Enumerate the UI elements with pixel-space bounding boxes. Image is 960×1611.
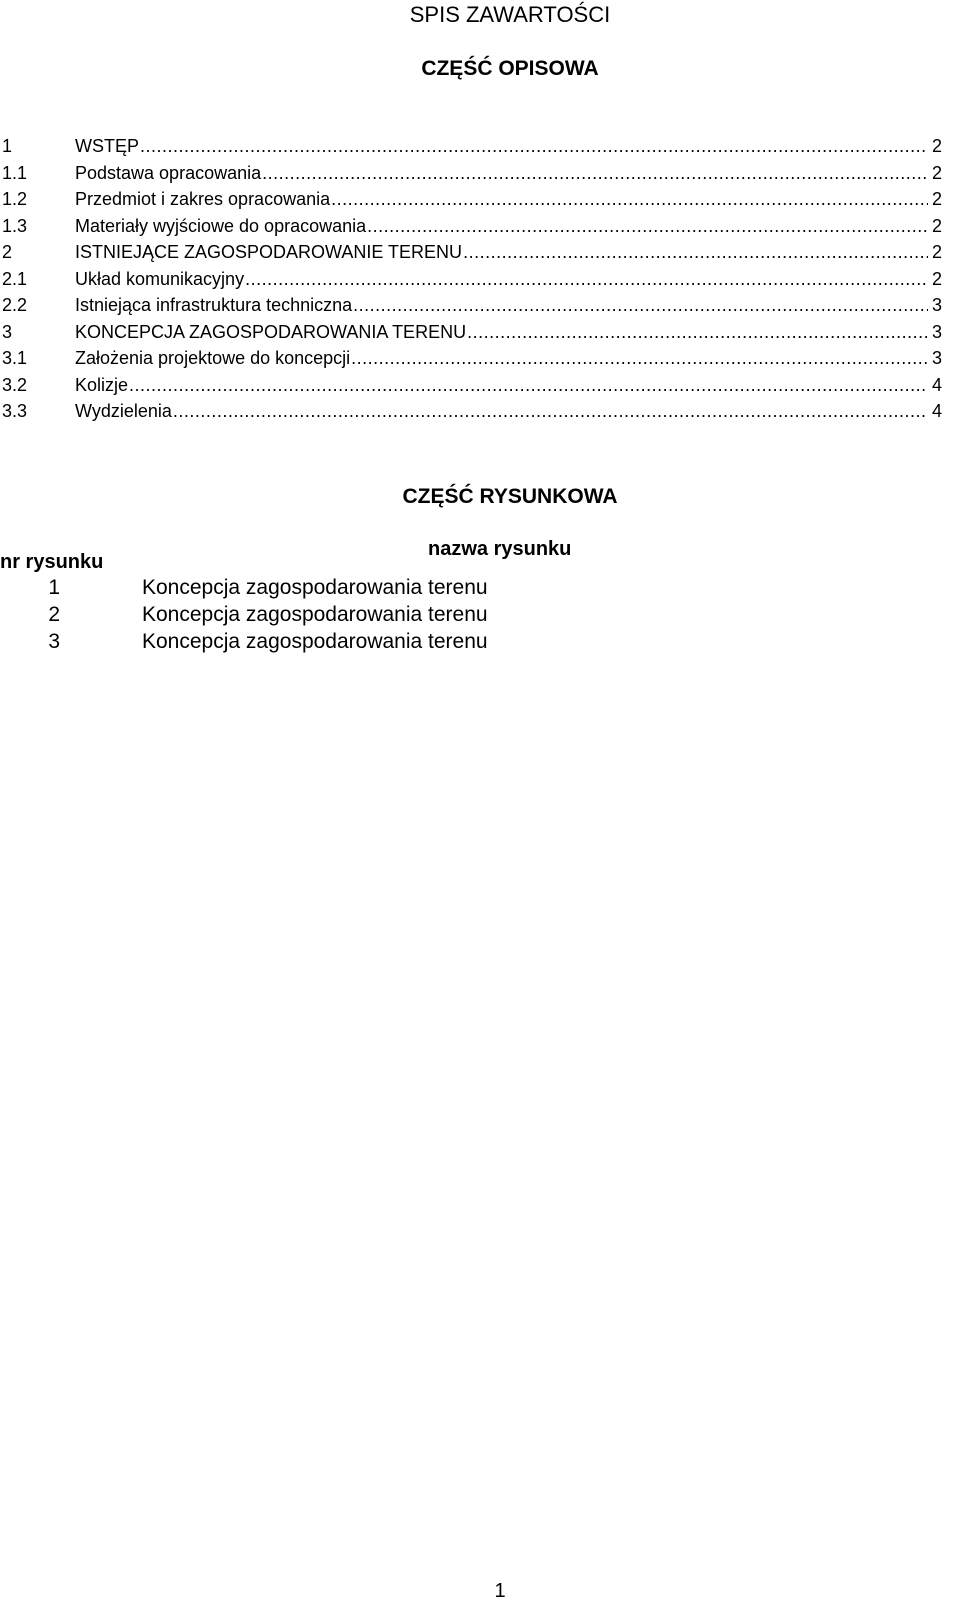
toc-entry[interactable]: [2, 398, 942, 425]
drawing-row: [0, 574, 700, 601]
toc-dot-leader: [331, 186, 928, 213]
toc-entry-page: 4: [931, 401, 942, 421]
toc-dot-leader: [262, 160, 928, 187]
drawing-name: Koncepcja zagospodarowania terenu: [142, 603, 488, 626]
toc-entry[interactable]: [2, 345, 942, 372]
drawing-name: Koncepcja zagospodarowania terenu: [142, 576, 488, 599]
toc-entry-number: 1.2: [2, 189, 28, 209]
toc-dot-leader: [129, 372, 928, 399]
toc-dot-leader: [467, 319, 928, 346]
toc-entry-title: KONCEPCJA ZAGOSPODAROWANIA TERENU: [75, 321, 467, 342]
toc-entry-number: 2: [2, 242, 13, 262]
toc-dot-leader: [353, 292, 928, 319]
descriptive-part-heading: CZĘŚĆ OPISOWA: [421, 57, 599, 80]
toc-entry-page: 2: [931, 242, 942, 262]
toc-entry-title: ISTNIEJĄCE ZAGOSPODAROWANIE TERENU: [75, 242, 463, 262]
toc-entry-page: 2: [931, 268, 942, 289]
toc-entry[interactable]: [2, 239, 942, 266]
toc-entry-title: WSTĘP: [75, 136, 140, 156]
toc-entry-title: Materiały wyjściowe do opracowania: [75, 215, 367, 236]
drawing-name: Koncepcja zagospodarowania terenu: [142, 630, 488, 653]
toc-entry[interactable]: [2, 133, 942, 160]
toc-entry[interactable]: [2, 319, 942, 346]
toc-entry[interactable]: [2, 186, 942, 213]
toc-entry-page: 2: [931, 162, 942, 183]
toc-entry-page: 3: [931, 348, 942, 368]
toc-dot-leader: [463, 239, 928, 266]
drawing-name-column-header: nazwa rysunku: [428, 538, 572, 560]
toc-entry[interactable]: [2, 213, 942, 240]
toc-entry-number: 3.3: [2, 401, 28, 421]
drawing-number-column-header: nr rysunku: [0, 551, 104, 573]
toc-entry-page: 2: [931, 215, 942, 236]
toc-entry-title: Kolizje: [75, 374, 129, 395]
toc-entry-page: 2: [931, 189, 942, 209]
toc-entry-title: Przedmiot i zakres opracowania: [75, 189, 331, 209]
toc-dot-leader: [140, 133, 928, 160]
toc-dot-leader: [173, 398, 928, 425]
page-number: 1: [494, 1580, 506, 1602]
toc-entry-title: Podstawa opracowania: [75, 162, 262, 183]
toc-entry[interactable]: [2, 372, 942, 399]
toc-entry[interactable]: [2, 266, 942, 293]
toc-entry-number: 1.3: [2, 215, 28, 236]
toc-entry-number: 3.1: [2, 348, 28, 368]
toc-entry-number: 1: [2, 136, 13, 156]
toc-entry-page: 3: [931, 321, 942, 342]
drawings-list: [0, 574, 700, 655]
drawings-part-heading: CZĘŚĆ RYSUNKOWA: [402, 485, 618, 508]
toc-entry-title: Wydzielenia: [75, 401, 172, 421]
toc-entry-number: 2.1: [2, 268, 28, 289]
toc-entry-number: 1.1: [2, 162, 28, 183]
toc-entry[interactable]: [2, 160, 942, 187]
table-of-contents: [2, 133, 942, 425]
toc-entry-title: Układ komunikacyjny: [75, 268, 245, 289]
toc-entry-page: 3: [931, 295, 942, 315]
toc-entry-number: 3.2: [2, 374, 28, 395]
toc-entry-number: 3: [2, 321, 13, 342]
toc-entry[interactable]: [2, 292, 942, 319]
toc-entry-page: 4: [931, 374, 942, 395]
toc-entry-title: Założenia projektowe do koncepcji: [75, 348, 351, 368]
document-title: SPIS ZAWARTOŚCI: [409, 2, 611, 27]
drawing-number: 3: [48, 630, 60, 653]
drawing-row: [0, 628, 700, 655]
drawing-row: [0, 601, 700, 628]
drawing-number: 1: [48, 576, 60, 599]
drawing-number: 2: [48, 603, 60, 626]
toc-entry-page: 2: [931, 136, 942, 156]
toc-dot-leader: [245, 266, 928, 293]
toc-entry-title: Istniejąca infrastruktura techniczna: [75, 295, 353, 315]
toc-entry-number: 2.2: [2, 295, 28, 315]
toc-dot-leader: [367, 213, 928, 240]
toc-dot-leader: [351, 345, 928, 372]
